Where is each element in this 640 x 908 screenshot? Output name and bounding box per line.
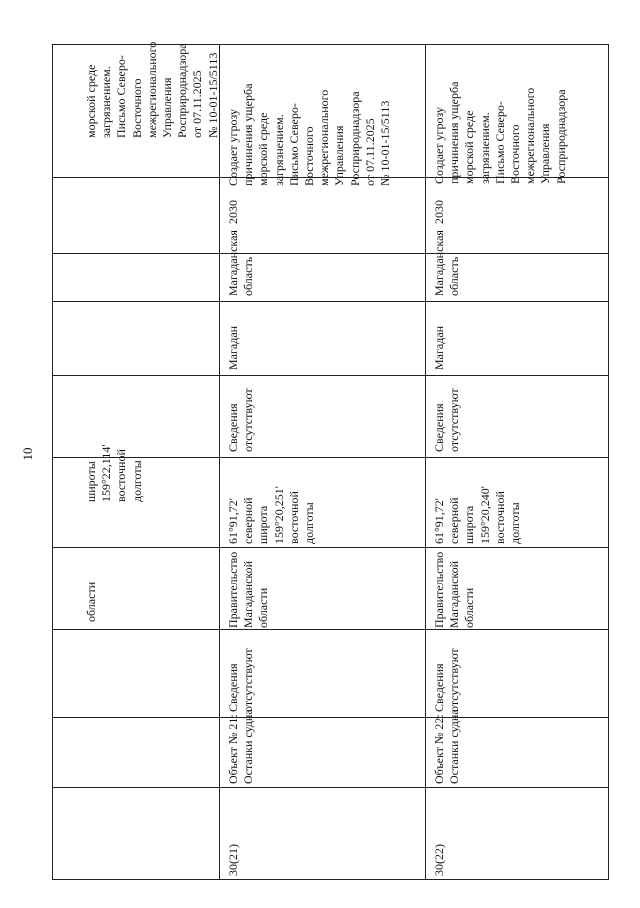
table-grid-line [53,253,608,254]
table-grid-line [53,787,608,788]
table-grid-line [53,547,608,548]
table-grid-line [219,45,220,879]
table-grid-line [425,45,426,879]
table-grid-line [53,301,608,302]
page-number: 10 [20,447,35,461]
table-grid-line [53,717,608,718]
table-grid-line [53,375,608,376]
table-grid-line [53,629,608,630]
